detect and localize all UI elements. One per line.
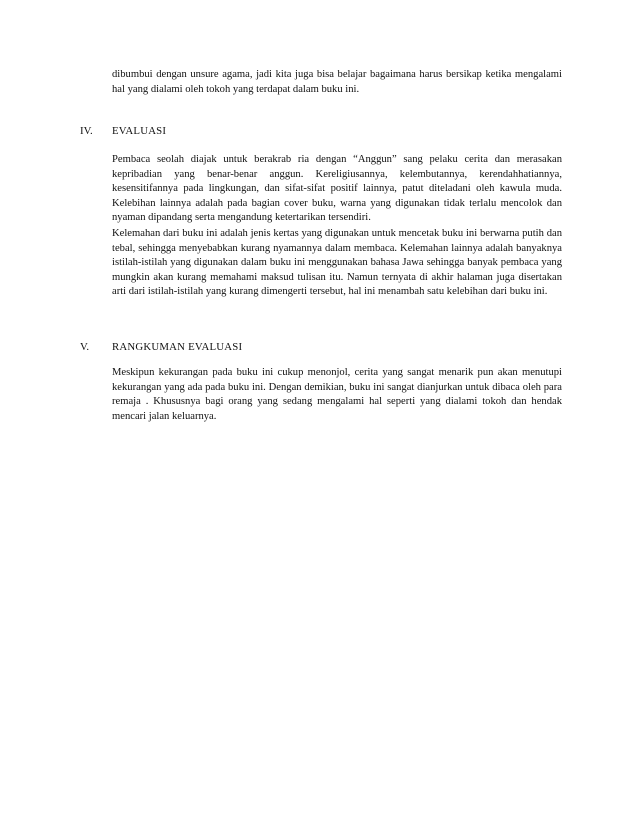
intro-paragraph: dibumbui dengan unsure agama, jadi kita juga bisa belajar bagaimana harus bersikap ketika mengalami hal yang dialami oleh tokoh yang terdapat dalam buku ini. (112, 69, 562, 95)
section-title-evaluasi: EVALUASI (112, 125, 167, 137)
evaluasi-paragraph-weaknesses: Kelemahan dari buku ini adalah jenis kertas yang digunakan untuk mencetak buku ini berwarna putih dan tebal, sehingga menyebabkan kurang nyamannya dalam membaca. Kelemahan lainnya adalah banyaknya istilah-istilah yang digunakan dalam buku ini menggunakan bahasa Jawa sehingga banyak pembaca yang mungkin akan kurang memahami maksud tulisan itu. Namun ternyata di akhir halaman juga disertakan arti dari istilah-istilah yang kurang dimengerti tersebut, hal ini menambah satu kelebihan dari buku ini. (112, 228, 562, 297)
rangkuman-paragraph: Meskipun kekurangan pada buku ini cukup menonjol, cerita yang sangat menarik pun akan menutupi kekurangan yang ada pada buku ini. Dengan demikian, buku ini sangat dianjurkan untuk dibaca oleh para remaja . Khususnya bagi orang yang sedang mengalami hal seperti yang dialami tokoh dan hendak mencari jalan keluarnya. (112, 367, 562, 422)
section-number-iv: IV. (80, 125, 93, 137)
section-number-v: V. (80, 341, 90, 353)
section-title-rangkuman-evaluasi: RANGKUMAN EVALUASI (112, 341, 243, 353)
evaluasi-paragraph-strengths: Pembaca seolah diajak untuk berakrab ria dengan “Anggun” sang pelaku cerita dan merasakan kepribadian yang benar-benar anggun. Kereligiusannya, kelembutannya, kerendahhatiannya, kesensitifannya pada lingkungan, dan sifat-sifat positif lainnya, patut diteladani oleh kawula muda. Kelebihan lainnya adalah pada bagian cover buku, warna yang digunakan tidak terlalu mencolok dan nyaman dipandang serta mengandung ketertarikan tersendiri. (112, 154, 562, 223)
